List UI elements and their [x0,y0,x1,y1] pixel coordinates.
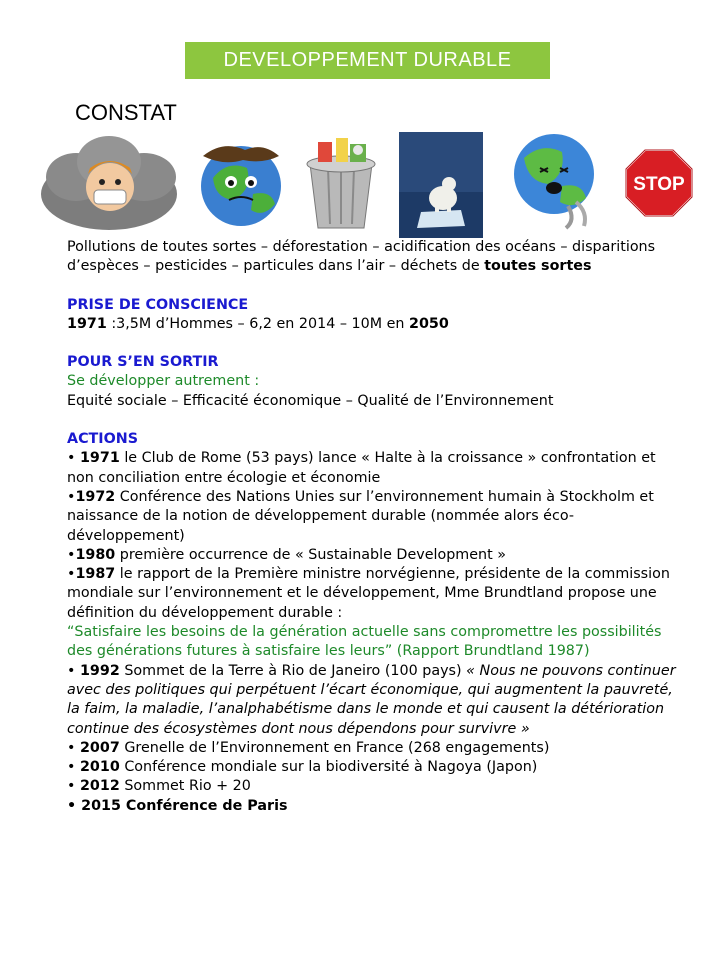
main-content [67,238,679,816]
page-title: DEVELOPPEMENT DURABLE [185,42,550,79]
actions-heading: ACTIONS [67,431,139,448]
action-1987: •1987 le rapport de la Première ministre norvégienne, présidente de la commission mondiale sur l’environnement et le développement, Mme Brundtland propose une définition du développement durable : [67,566,670,621]
prise-heading: PRISE DE CONSCIENCE [67,296,249,313]
action-2007: • 2007 Grenelle de l’Environnement en France (268 engagements) [67,739,550,756]
brundtland-quote: “Satisfaire les besoins de la génération actuelle sans compromettre les possibilités des générations futures à satisfaire les leurs” (Rapport Brundtland 1987) [67,624,662,660]
polar-bear-icon [399,132,483,238]
sortir-heading: POUR S’EN SORTIR [67,354,219,371]
prise-line: 1971 :3,5M d’Hommes – 6,2 en 2014 – 10M en 2050 [67,315,449,332]
action-1992: • 1992 Sommet de la Terre à Rio de Janeiro (100 pays) « Nous ne pouvons continuer avec des politiques qui perpétuent l’écart économique, qui augmentent la pauvreté, la faim, la maladie, l’analphabétisme dans le monde et qui causent la détérioration continue des écosystèmes dont nous dépendons pour survivre » [67,662,676,737]
action-1972: •1972 Conférence des Nations Unies sur l’environnement humain à Stockholm et naissance de la notion de développement durable (nommée alors éco-développement) [67,488,654,544]
action-2015: • 2015 Conférence de Paris [67,797,288,814]
action-1980: •1980 première occurrence de « Sustainable Development » [67,546,506,563]
sortir-line: Equité sociale – Efficacité économique – Qualité de l’Environnement [67,392,554,409]
pollution-cloud-icon [36,132,182,236]
polluted-earth-icon [193,138,289,230]
trash-can-icon [298,134,384,234]
sortir-subheading: Se développer autrement : [67,373,260,390]
sick-earth-icon [496,128,614,234]
stop-sign-label: STOP [633,174,685,195]
action-2010: • 2010 Conférence mondiale sur la biodiversité à Nagoya (Japon) [67,759,538,776]
action-1971: • 1971 le Club de Rome (53 pays) lance « Halte à la croissance » confrontation et non conciliation entre écologie et économie [67,450,656,486]
action-2012: • 2012 Sommet Rio + 20 [67,778,251,795]
constat-paragraph: Pollutions de toutes sortes – déforestation – acidification des océans – disparitions d’espèces – pesticides – particules dans l’air – déchets de toutes sortes [67,239,656,275]
stop-sign-icon [624,148,694,218]
section-heading: CONSTAT [75,100,177,125]
